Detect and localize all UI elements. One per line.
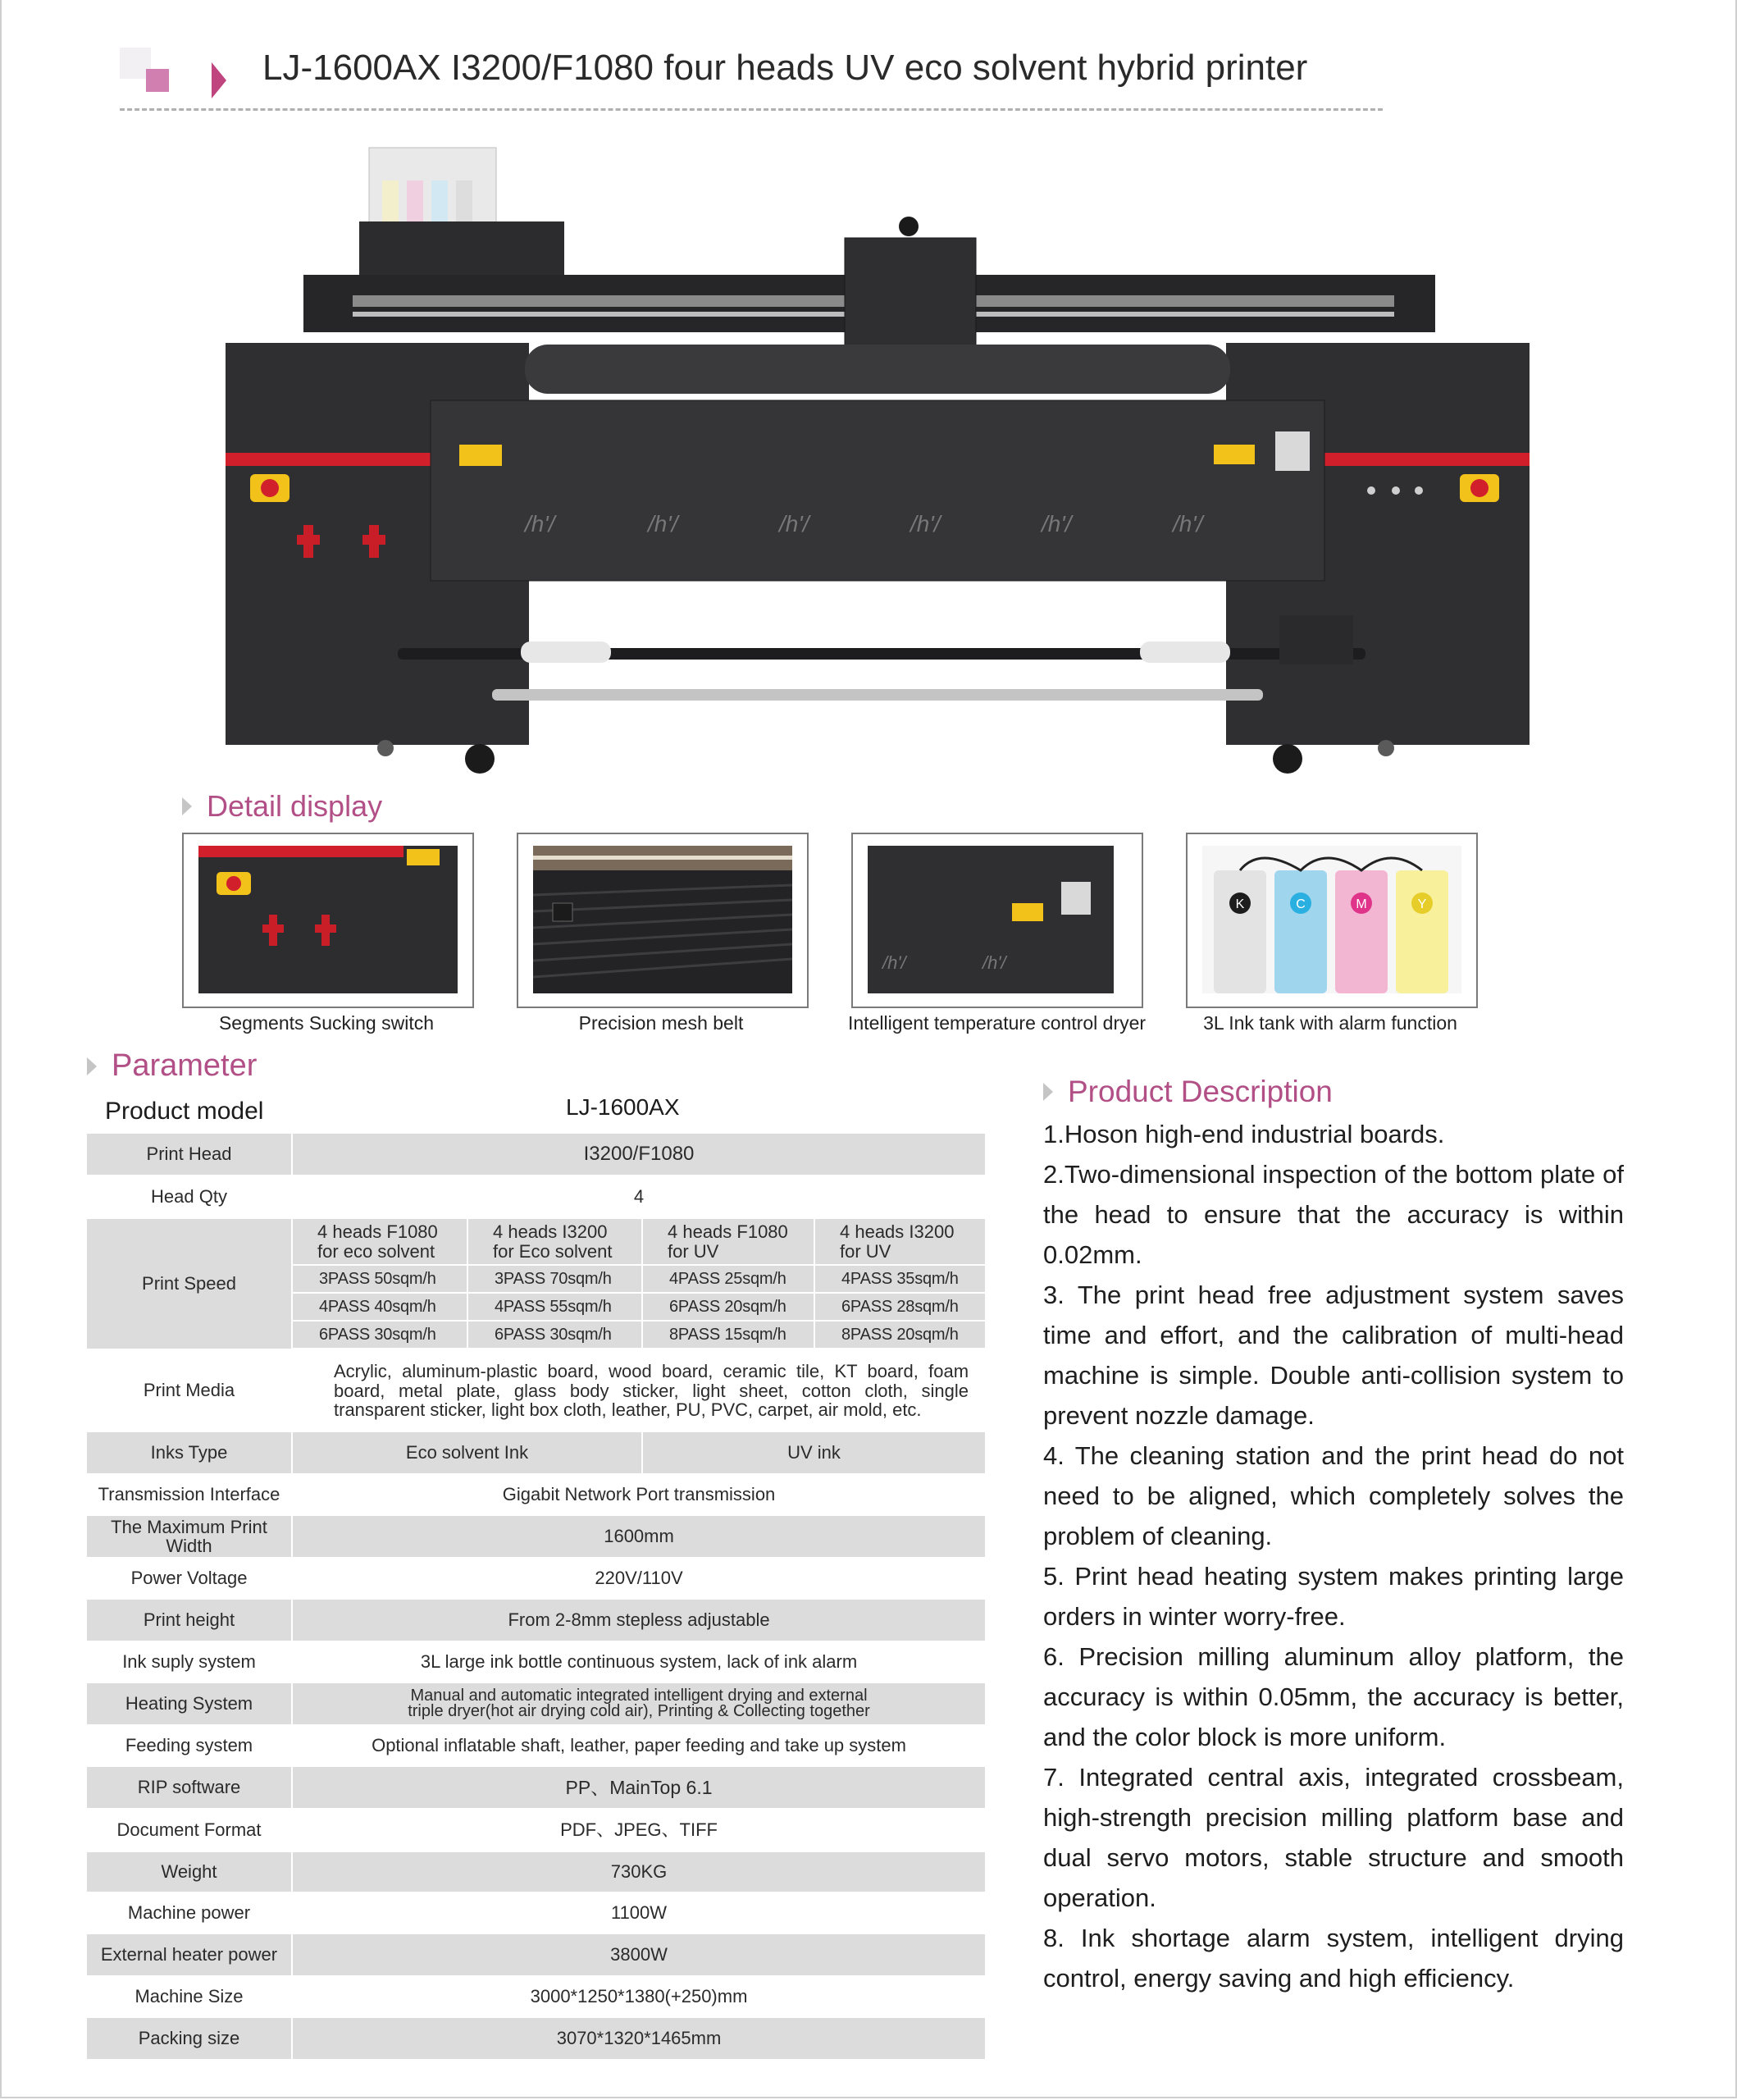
title-divider <box>120 108 1383 111</box>
speed-cell: 6PASS 30sqm/h <box>292 1321 467 1349</box>
svg-text:/h'/: /h'/ <box>1042 511 1072 536</box>
parameter-heading-text: Parameter <box>112 1048 258 1083</box>
product-model-value: LJ-1600AX <box>566 1094 680 1120</box>
row-value-inks-eco: Eco solvent Ink <box>292 1432 642 1473</box>
row-label-machine-size: Machine Size <box>87 1975 292 2018</box>
ink-label-y: Y <box>1417 897 1427 911</box>
speed-cell: 6PASS 20sqm/h <box>642 1293 814 1321</box>
row-value-max-width: 1600mm <box>292 1516 986 1557</box>
heating-line2: triple dryer(hot air drying cold air), Printing & Collecting together <box>408 1702 870 1720</box>
description-item: 8. Ink shortage alarm system, intelligent drying control, energy saving and high efficiency. <box>1043 1924 1624 1993</box>
row-value-print-media: Acrylic, aluminum-plastic board, wood board, ceramic tile, KT board, foam board, metal plate, glass body sticker, light sheet, cotton cloth, single transparent sticker, light box cloth, leather, PU, PVC, carpet, air mold, etc. <box>292 1349 986 1432</box>
row-value-print-height: From 2-8mm stepless adjustable <box>292 1600 986 1641</box>
detail-photo-ink-tank <box>1202 846 1461 993</box>
table-row <box>87 1808 986 1852</box>
table-row <box>87 1219 986 1265</box>
row-label-print-head: Print Head <box>87 1134 292 1175</box>
detail-image-ink-tank <box>1186 833 1478 1008</box>
speed-header-4 <box>814 1219 986 1265</box>
speed-header-3 <box>642 1219 814 1265</box>
svg-text:/h'/: /h'/ <box>648 511 678 536</box>
title-marker-square <box>146 69 169 92</box>
title-arrow-icon <box>212 62 226 98</box>
page-title: LJ-1600AX I3200/F1080 four heads UV eco solvent hybrid printer <box>262 48 1308 88</box>
table-row <box>87 1349 986 1432</box>
table-row <box>87 1432 986 1473</box>
table-row <box>87 1683 986 1724</box>
table-row <box>87 1934 986 1975</box>
svg-text:/h'/: /h'/ <box>982 952 1006 973</box>
row-value-power-voltage: 220V/110V <box>292 1557 986 1600</box>
speed-header-4-line2: for UV <box>840 1240 891 1262</box>
row-label-doc-format: Document Format <box>87 1808 292 1852</box>
description-item: 1.Hoson high-end industrial boards. <box>1043 1120 1445 1148</box>
row-label-head-qty: Head Qty <box>87 1175 292 1219</box>
detail-caption-sucking-switch: Segments Sucking switch <box>218 1012 435 1034</box>
row-value-rip: PP、MainTop 6.1 <box>292 1767 986 1808</box>
speed-header-1-line2: for eco solvent <box>317 1240 435 1262</box>
row-value-machine-size: 3000*1250*1380(+250)mm <box>292 1975 986 2018</box>
description-item: 3. The print head free adjustment system saves time and effort, and the calibration of multi-head machine is simple. Double anti-collision system to prevent nozzle damage. <box>1043 1281 1624 1430</box>
detail-photo-mesh-belt <box>533 846 792 993</box>
parameter-table <box>87 1134 987 2059</box>
table-row <box>87 1134 986 1175</box>
table-row <box>87 1767 986 1808</box>
row-label-feeding: Feeding system <box>87 1724 292 1767</box>
speed-header-2-line2: for Eco solvent <box>493 1240 613 1262</box>
detail-image-mesh-belt <box>517 833 809 1008</box>
svg-text:/h'/: /h'/ <box>1173 511 1203 536</box>
ink-label-m: M <box>1356 897 1367 911</box>
table-row <box>87 2018 986 2059</box>
printer-product-image <box>221 139 1534 779</box>
description-item: 2.Two-dimensional inspection of the bottom plate of the head to ensure that the accuracy is within 0.02mm. <box>1043 1160 1624 1269</box>
row-label-power-voltage: Power Voltage <box>87 1557 292 1600</box>
description-list <box>1043 1114 1624 1998</box>
row-label-heating: Heating System <box>87 1683 292 1724</box>
row-label-transmission: Transmission Interface <box>87 1473 292 1516</box>
row-label-rip: RIP software <box>87 1767 292 1808</box>
speed-cell: 8PASS 15sqm/h <box>642 1321 814 1349</box>
row-label-packing-size: Packing size <box>87 2018 292 2059</box>
speed-cell: 3PASS 70sqm/h <box>467 1265 642 1293</box>
svg-text:/h'/: /h'/ <box>882 952 906 973</box>
heating-line1: Manual and automatic integrated intelligent drying and external <box>410 1687 868 1705</box>
speed-header-2-line1: 4 heads I3200 <box>493 1221 608 1242</box>
table-row <box>87 1724 986 1767</box>
table-row <box>87 1641 986 1683</box>
svg-text:/h'/: /h'/ <box>910 511 941 536</box>
row-value-machine-power: 1100W <box>292 1892 986 1934</box>
detail-caption-dryer: Intelligent temperature control dryer <box>848 1012 1147 1034</box>
product-model-label: Product model <box>105 1098 264 1125</box>
parameter-heading <box>87 1048 257 1084</box>
row-value-heating <box>292 1683 986 1724</box>
speed-cell: 4PASS 35sqm/h <box>814 1265 986 1293</box>
ink-label-c: C <box>1296 897 1306 911</box>
speed-cell: 8PASS 20sqm/h <box>814 1321 986 1349</box>
row-value-feeding: Optional inflatable shaft, leather, paper feeding and take up system <box>292 1724 986 1767</box>
table-row <box>87 1975 986 2018</box>
detail-caption-ink-tank: 3L Ink tank with alarm function <box>1203 1012 1457 1034</box>
row-value-transmission: Gigabit Network Port transmission <box>292 1473 986 1516</box>
row-label-print-height: Print height <box>87 1600 292 1641</box>
speed-cell: 3PASS 50sqm/h <box>292 1265 467 1293</box>
table-row <box>87 1892 986 1934</box>
ink-label-k: K <box>1235 897 1245 911</box>
description-heading <box>1043 1075 1333 1109</box>
speed-header-1 <box>292 1219 467 1265</box>
row-value-packing-size: 3070*1320*1465mm <box>292 2018 986 2059</box>
speed-header-2 <box>467 1219 642 1265</box>
description-heading-arrow-icon <box>1043 1083 1053 1101</box>
detail-image-sucking-switch <box>182 833 474 1008</box>
svg-text:/h'/: /h'/ <box>525 511 555 536</box>
row-value-print-head: I3200/F1080 <box>292 1134 986 1175</box>
speed-cell: 4PASS 55sqm/h <box>467 1293 642 1321</box>
speed-header-4-line1: 4 heads I3200 <box>840 1221 955 1242</box>
row-value-weight: 730KG <box>292 1852 986 1892</box>
detail-photo-dryer <box>868 846 1127 993</box>
speed-cell: 4PASS 25sqm/h <box>642 1265 814 1293</box>
speed-header-3-line1: 4 heads F1080 <box>668 1221 788 1242</box>
description-item: 5. Print head heating system makes printing large orders in winter worry-free. <box>1043 1562 1624 1631</box>
speed-cell: 6PASS 28sqm/h <box>814 1293 986 1321</box>
description-heading-text: Product Description <box>1068 1075 1333 1108</box>
row-value-doc-format: PDF、JPEG、TIFF <box>292 1808 986 1852</box>
row-label-max-width: The Maximum Print Width <box>87 1516 292 1557</box>
detail-caption-mesh-belt: Precision mesh belt <box>578 1012 744 1034</box>
speed-cell: 6PASS 30sqm/h <box>467 1321 642 1349</box>
table-row <box>87 1852 986 1892</box>
table-row <box>87 1473 986 1516</box>
table-row <box>87 1557 986 1600</box>
row-label-print-media: Print Media <box>87 1349 292 1432</box>
speed-cell: 4PASS 40sqm/h <box>292 1293 467 1321</box>
detail-image-dryer <box>851 833 1143 1008</box>
detail-heading <box>182 789 382 824</box>
detail-heading-arrow-icon <box>182 797 192 815</box>
speed-header-3-line2: for UV <box>668 1240 719 1262</box>
row-label-weight: Weight <box>87 1852 292 1892</box>
parameter-heading-arrow-icon <box>87 1057 97 1075</box>
table-row <box>87 1516 986 1557</box>
table-row <box>87 1600 986 1641</box>
description-item: 4. The cleaning station and the print head do not need to be aligned, which completely solves the problem of cleaning. <box>1043 1441 1624 1550</box>
row-label-machine-power: Machine power <box>87 1892 292 1934</box>
row-label-heater-power: External heater power <box>87 1934 292 1975</box>
row-label-ink-supply: Ink suply system <box>87 1641 292 1683</box>
table-row <box>87 1175 986 1219</box>
detail-photo-sucking-switch <box>198 846 458 993</box>
row-label-print-speed: Print Speed <box>87 1219 292 1349</box>
description-item: 6. Precision milling aluminum alloy platform, the accuracy is within 0.05mm, the accuracy is better, and the color block is more uniform. <box>1043 1642 1624 1751</box>
row-value-ink-supply: 3L large ink bottle continuous system, lack of ink alarm <box>292 1641 986 1683</box>
row-value-head-qty: 4 <box>292 1175 986 1219</box>
row-value-inks-uv: UV ink <box>642 1432 986 1473</box>
row-label-inks-type: Inks Type <box>87 1432 292 1473</box>
description-item: 7. Integrated central axis, integrated crossbeam, high-strength precision milling platform base and dual servo motors, stable structure and smooth operation. <box>1043 1763 1624 1912</box>
row-value-heater-power: 3800W <box>292 1934 986 1975</box>
detail-heading-text: Detail display <box>207 789 383 823</box>
speed-header-1-line1: 4 heads F1080 <box>317 1221 438 1242</box>
svg-text:/h'/: /h'/ <box>779 511 809 536</box>
